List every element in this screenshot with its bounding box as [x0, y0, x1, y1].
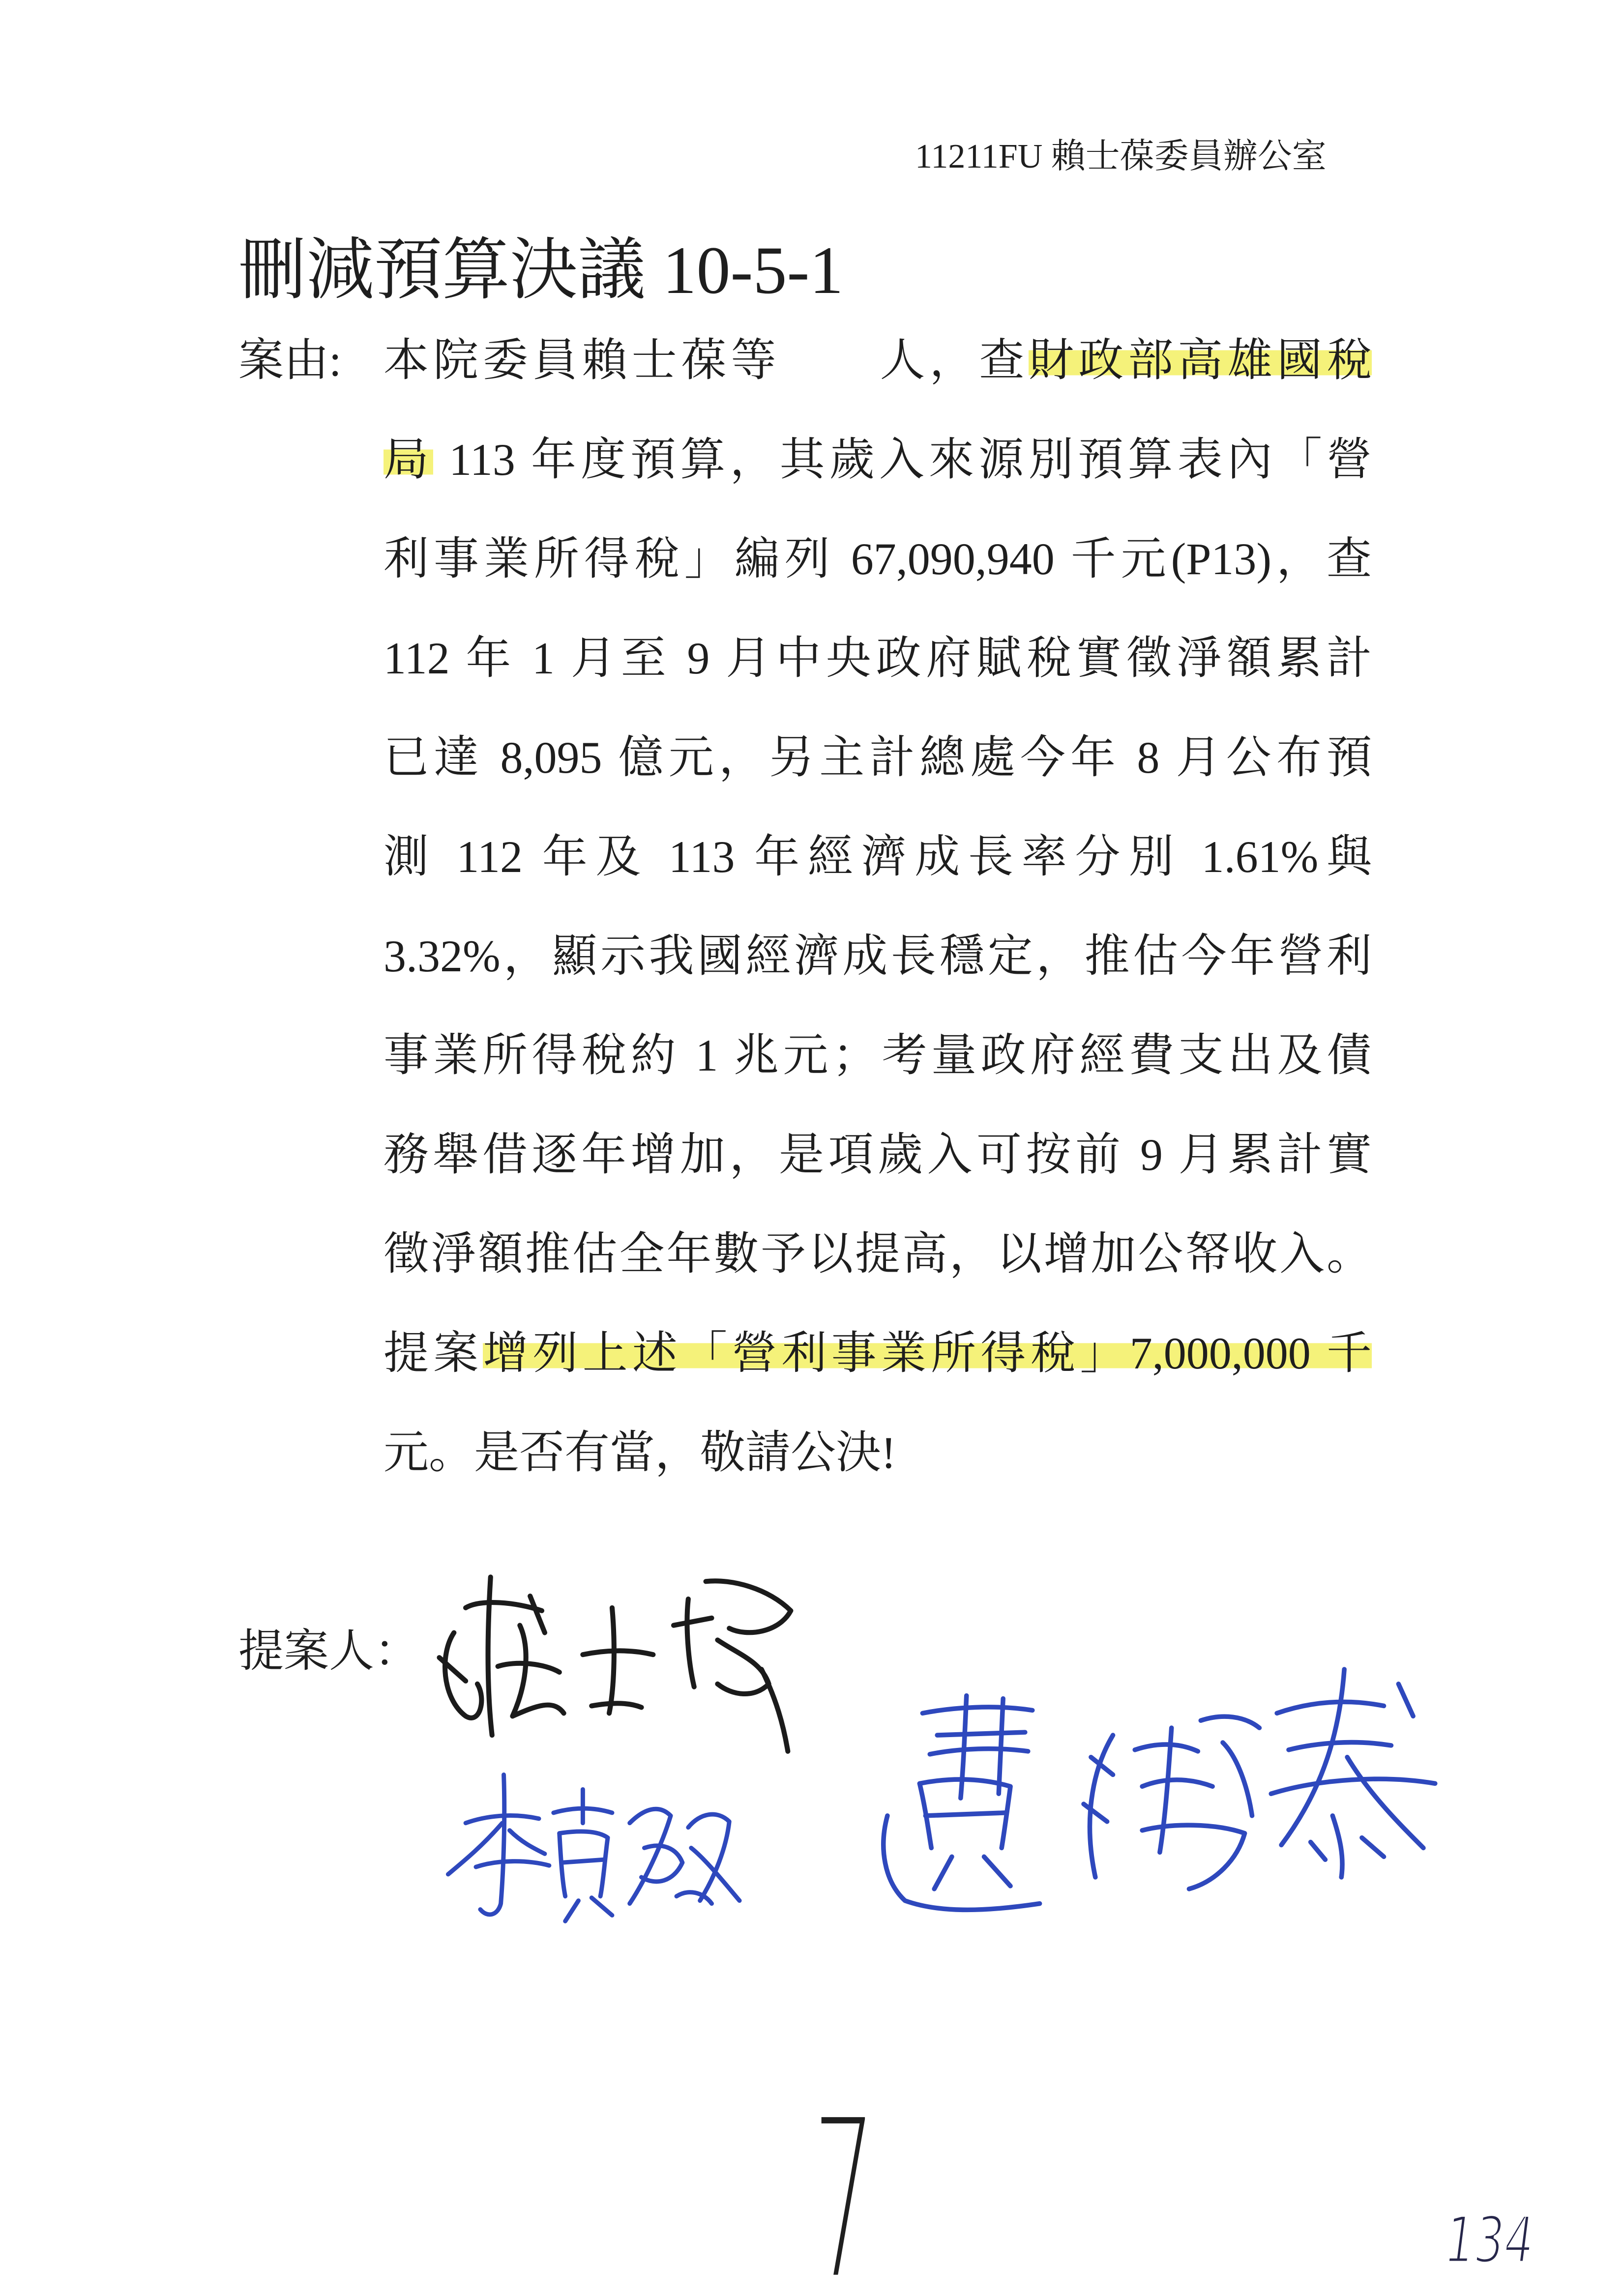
motion-line — [384, 1403, 1372, 1502]
motion-text: 本院委員賴士葆等 人，查 — [384, 335, 1029, 385]
motion-text: 113 年度預算，其歲入來源別預算表內「營 — [433, 435, 1372, 485]
handwritten-number: 7 — [810, 2064, 877, 2296]
motion-text: 元。是否有當，敬請公決! — [384, 1427, 896, 1478]
signature-lee-kuei-min — [448, 1774, 739, 1921]
proposer-label: 提案人： — [238, 1626, 420, 1676]
motion-line — [384, 1006, 1372, 1105]
motion-line — [384, 708, 1372, 807]
office-header: 11211FU 賴士葆委員辦公室 — [915, 138, 1327, 175]
motion-line — [384, 311, 1372, 410]
motion-line — [384, 509, 1372, 609]
highlighted-text: 局 — [384, 435, 434, 485]
motion-line — [384, 410, 1372, 509]
motion-body — [384, 311, 1372, 1502]
motion-line — [384, 609, 1372, 708]
motion-text: 3.32%，顯示我國經濟成長穩定，推估今年營利 — [384, 931, 1372, 981]
motion-line — [384, 1304, 1372, 1403]
motion-text: 務舉借逐年增加，是項歲入可按前 9 月累計實 — [384, 1130, 1372, 1180]
motion-line — [384, 1105, 1372, 1204]
motion-text: 事業所得稅約 1 兆元；考量政府經費支出及債 — [384, 1030, 1372, 1080]
motion-text: 112 年 1 月至 9 月中央政府賦稅實徵淨額累計 — [384, 633, 1372, 683]
page-title: 刪減預算決議 10-5-1 — [238, 233, 844, 308]
motion-line — [384, 1204, 1372, 1304]
motion-text: 利事業所得稅」編列 67,090,940 千元(P13)，查 — [384, 534, 1372, 584]
signature-fai-hrong-tai — [884, 1669, 1435, 1910]
motion-line — [384, 906, 1372, 1006]
motion-text: 徵淨額推估全年數予以提高，以增加公帑收入。 — [384, 1229, 1372, 1279]
motion-text: 測 112 年及 113 年經濟成長率分別 1.61%與 — [384, 832, 1372, 882]
motion-label: 案由: — [238, 335, 342, 385]
motion-text: 已達 8,095 億元，另主計總處今年 8 月公布預 — [384, 732, 1372, 783]
page-number: 134 — [1440, 2203, 1539, 2278]
motion-text: 提案 — [384, 1328, 483, 1378]
highlighted-text: 財政部高雄國稅 — [1029, 335, 1372, 385]
signature-lai-shih-bao — [440, 1577, 791, 1751]
highlighted-text: 增列上述「營利事業所得稅」7,000,000 千 — [483, 1328, 1372, 1378]
motion-line — [384, 807, 1372, 906]
